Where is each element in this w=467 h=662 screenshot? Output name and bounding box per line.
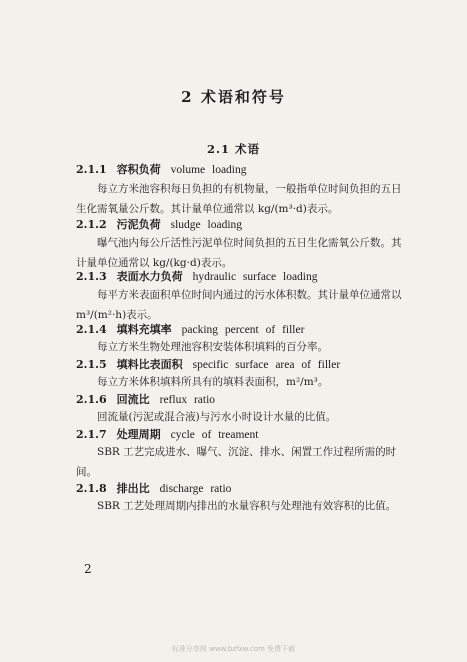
term-chinese: 容积负荷 xyxy=(116,163,161,176)
page-number: 2 xyxy=(84,562,92,576)
term-chinese: 表面水力负荷 xyxy=(116,270,183,283)
term-chinese: 回流比 xyxy=(116,393,150,406)
term-chinese: 填料充填率 xyxy=(116,323,172,336)
term-english: reflux ratio xyxy=(159,394,216,406)
term-number: 2.1.5 xyxy=(76,358,107,371)
term-definition: 每平方米表面积单位时间内通过的污水体积数。其计量单位通常以 m³/(m²·h)表示。 xyxy=(76,289,402,321)
term-definition: 每立方米体积填料所具有的填料表面积，m²/m³。 xyxy=(97,376,329,388)
term-number: 2.1.6 xyxy=(76,393,107,406)
term-number: 2.1.4 xyxy=(76,323,107,336)
term-english: discharge ratio xyxy=(159,483,232,495)
term-english: sludge loading xyxy=(170,219,243,231)
term-english: specific surface area of filler xyxy=(192,359,341,371)
term-english: volume loading xyxy=(170,164,247,176)
term-definition: SBR 工艺处理周期内排出的水量容积与处理池有效容积的比值。 xyxy=(97,500,397,512)
term-number: 2.1.8 xyxy=(76,482,107,495)
section-title: 2.1 术语 xyxy=(206,142,260,156)
term-definition: 每立方米池容积每日负担的有机物量，一般指单位时间负担的五日生化需氧量公斤数。其计量单位通常以 kg/(m³·d)表示。 xyxy=(76,183,402,215)
term-chinese: 污泥负荷 xyxy=(116,218,161,231)
term-chinese: 处理周期 xyxy=(116,428,161,441)
term-definition: 每立方米生物处理池容积安装体积填料的百分率。 xyxy=(97,341,328,353)
term-definition: SBR 工艺完成进水、曝气、沉淀、排水、闲置工作过程所需的时间。 xyxy=(76,446,397,478)
term-heading xyxy=(76,391,215,407)
term-english: packing percent of filler xyxy=(181,324,305,336)
term-heading xyxy=(76,480,231,496)
term-heading xyxy=(76,161,247,177)
term-heading xyxy=(76,426,258,442)
term-definition: 回流量(污泥或混合液)与污水小时设计水量的比值。 xyxy=(97,411,337,423)
term-english: cycle of treament xyxy=(170,429,259,441)
term-number: 2.1.3 xyxy=(76,270,107,283)
term-chinese: 填料比表面积 xyxy=(116,358,183,371)
term-heading xyxy=(76,356,340,372)
chapter-title: 2 术语和符号 xyxy=(181,88,286,106)
term-heading xyxy=(76,268,318,284)
term-english: hydraulic surface loading xyxy=(192,271,318,283)
term-heading xyxy=(76,321,304,337)
term-number: 2.1.2 xyxy=(76,218,107,231)
term-chinese: 排出比 xyxy=(116,482,150,495)
watermark: 标准分享网 www.bzfxw.com 免费下载 xyxy=(171,645,296,653)
term-number: 2.1.1 xyxy=(76,163,107,176)
term-number: 2.1.7 xyxy=(76,428,107,441)
term-definition: 曝气池内每公斤活性污泥单位时间负担的五日生化需氧公斤数。其计量单位通常以 kg/(kg·d)表示。 xyxy=(76,237,402,269)
term-heading xyxy=(76,216,242,232)
